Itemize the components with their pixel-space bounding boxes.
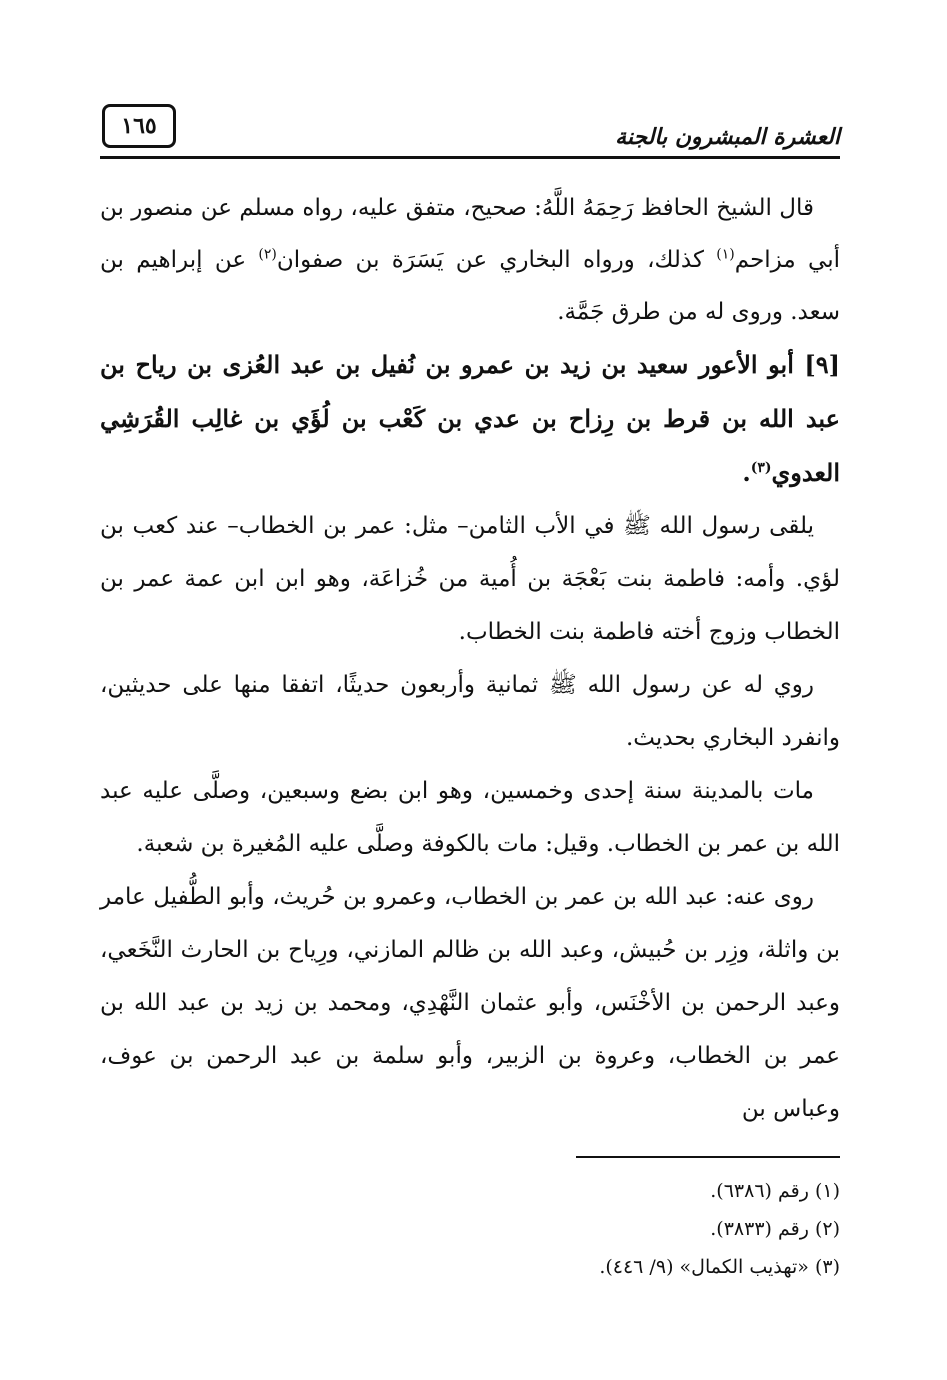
footnote-rule — [576, 1156, 840, 1158]
running-title: العشرة المبشرون بالجنة — [615, 124, 840, 150]
paragraph-death: مات بالمدينة سنة إحدى وخمسين، وهو ابن بضع وسبعين، وصلَّى عليه عبد الله بن عمر بن الخطاب. وقيل: مات بالكوفة وصلَّى عليه المُغيرة بن شعبة. — [100, 778, 840, 857]
paragraph-text: قال الشيخ الحافظ رَحِمَهُ اللَّهُ: صحيح، متفق عليه، رواه مسلم عن منصور بن أبي مزاحم — [100, 195, 840, 273]
header-rule — [100, 156, 840, 159]
footnote-ref-1: (١) — [716, 246, 735, 263]
footnote-ref-3: (٣) — [750, 460, 772, 476]
paragraph-text: عن إبراهيم بن سعد. وروى له من طرق جَمَّة. — [100, 247, 840, 325]
paragraph-lineage: يلقى رسول الله ﷺ في الأب الثامن– مثل: عمر بن الخطاب– عند كعب بن لؤي. وأمه: فاطمة بنت بَعْجَة بن أُمية من خُزاعَة، وهو ابن ابن عمة عمر بن الخطاب وزوج أخته فاطمة بنت الخطاب. — [100, 513, 840, 645]
footnote-2: (٢) رقم (٣٨٣٣). — [710, 1218, 840, 1240]
heading-end: . — [742, 458, 751, 487]
footnotes — [100, 1172, 840, 1286]
paragraph-narrators: روى عنه: عبد الله بن عمر بن الخطاب، وعمرو بن حُريث، وأبو الطُّفيل عامر بن واثلة، وزِر بن حُبيش، وعبد الله بن ظالم المازني، ورِياح بن الحارث النَّخَعي، وعبد الرحمن بن الأخْنَس، وأبو عثمان النَّهْدِي، ومحمد بن زيد بن عبد الله بن عمر بن الخطاب، وعروة بن الزبير، وأبو سلمة بن عبد الرحمن بن عوف، وعباس بن — [100, 884, 840, 1122]
heading-text: [٩] أبو الأعور سعيد بن زيد بن عمرو بن نُفيل بن عبد العُزى بن رياح بن عبد الله بن قرط بن رِزاح بن عدي بن كَعْب بن لُؤَي بن غالِب القُرَشِي العدوي — [100, 350, 840, 487]
section-heading — [100, 338, 840, 500]
footnote-3: (٣) «تهذيب الكمال» (٩/ ٤٤٦). — [599, 1256, 840, 1278]
paragraph-hadith-grading — [100, 182, 840, 338]
main-text — [100, 182, 840, 1136]
page-header — [100, 104, 840, 160]
footnote-1: (١) رقم (٦٣٨٦). — [710, 1180, 840, 1202]
paragraph-narrations: روي له عن رسول الله ﷺ ثمانية وأربعون حديثًا، اتفقا منها على حديثين، وانفرد البخاري بحديث. — [100, 672, 840, 751]
page-number: ١٦٥ — [102, 104, 176, 148]
paragraph-text: كذلك، ورواه البخاري عن يَسَرَة بن صفوان — [276, 247, 717, 273]
footnote-ref-2: (٢) — [258, 246, 277, 263]
